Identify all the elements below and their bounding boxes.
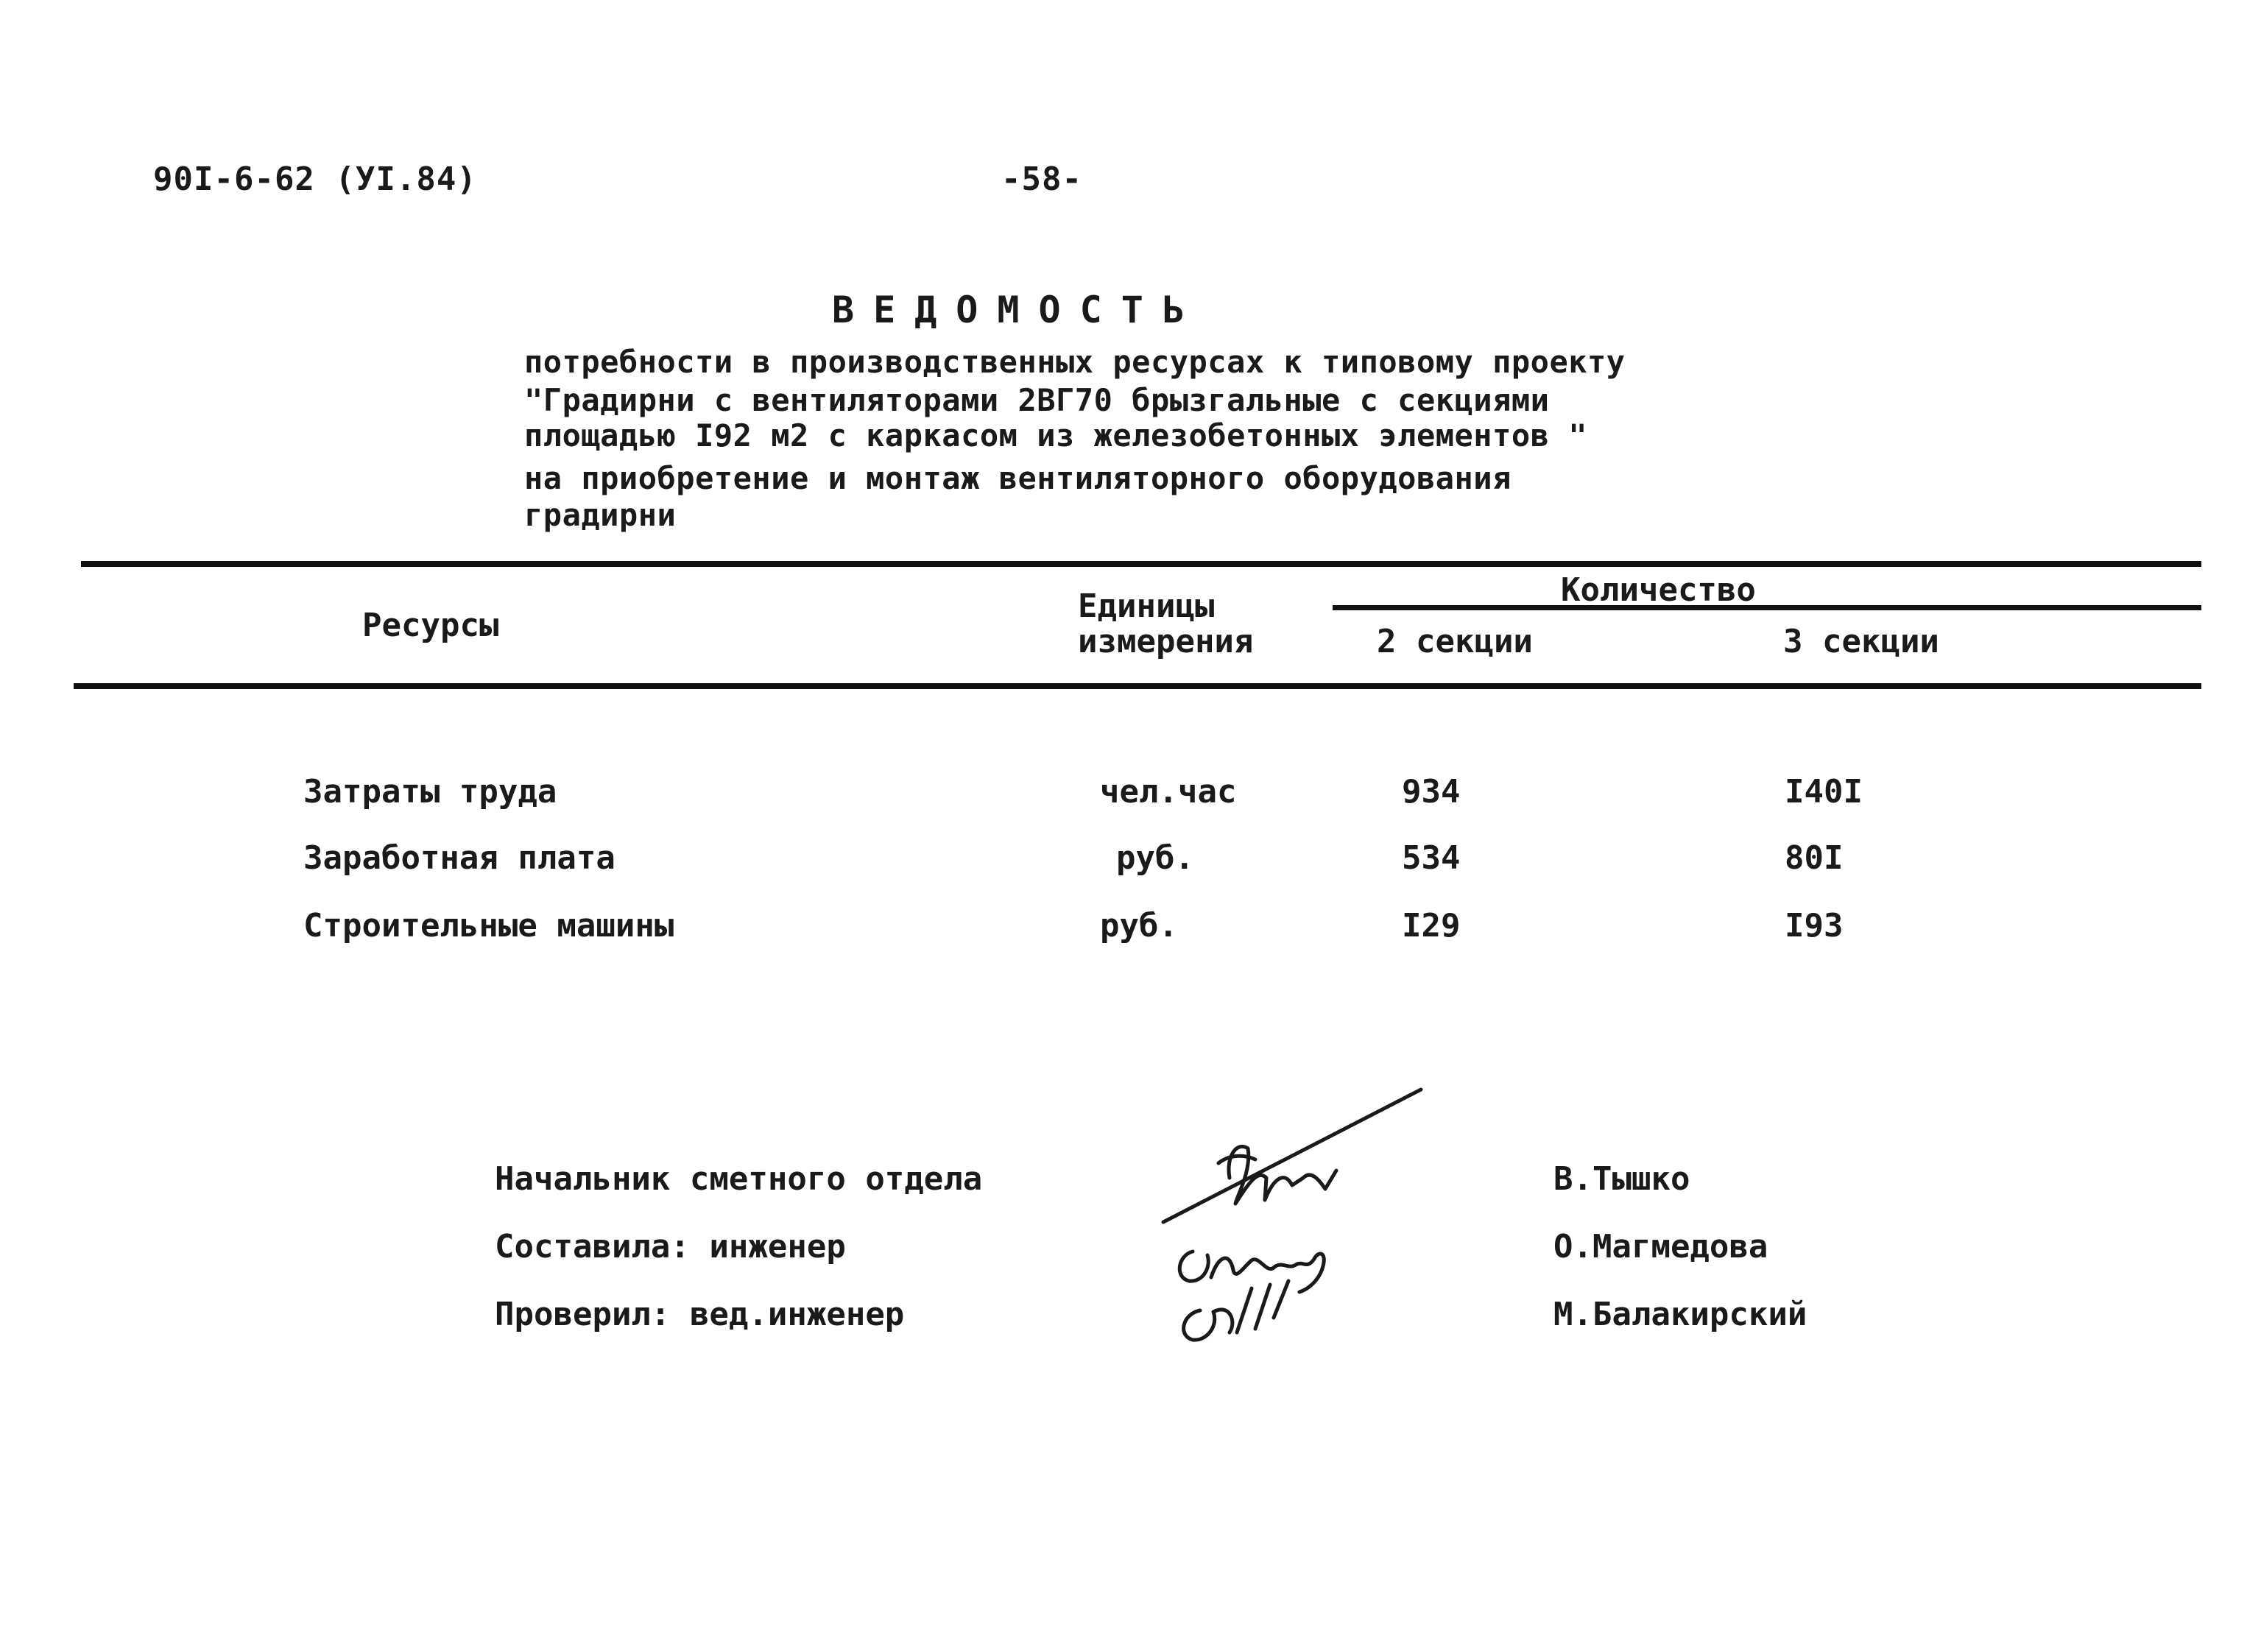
quantity-underline-rule	[1333, 605, 2201, 610]
signature-name-2: О.Магмедова	[1553, 1228, 1768, 1266]
column-header-2-sections: 2 секции	[1377, 623, 1533, 660]
row-3-resource: Строительные машины	[303, 907, 674, 945]
column-header-quantity: Количество	[1561, 571, 1756, 609]
row-3-qty-3: I93	[1785, 907, 1844, 945]
row-1-qty-3: I40I	[1785, 773, 1863, 811]
column-header-3-sections: 3 секции	[1783, 623, 1939, 660]
row-1-resource: Затраты труда	[303, 773, 557, 811]
signature-1-stroke	[1163, 1090, 1421, 1222]
row-2-qty-3: 80I	[1785, 839, 1844, 877]
row-2-qty-2: 534	[1402, 839, 1461, 877]
page-number: -58-	[1001, 160, 1082, 198]
row-2-resource: Заработная плата	[303, 839, 615, 877]
signature-role-3: Проверил: вед.инженер	[495, 1296, 905, 1333]
table-header-bottom-rule	[74, 683, 2201, 689]
row-3-qty-2: I29	[1402, 907, 1461, 945]
column-header-resources: Ресурсы	[362, 607, 499, 644]
signature-2-stroke	[1179, 1252, 1324, 1292]
row-1-unit: чел.час	[1100, 773, 1237, 811]
signature-name-1: В.Тышко	[1553, 1160, 1690, 1198]
document-code: 90I-6-62 (УI.84)	[153, 160, 477, 198]
column-header-units: Единицы измерения	[1078, 587, 1254, 660]
subtitle-line-1: потребности в производственных ресурсах к типовому проекту	[524, 344, 1626, 380]
subtitle-line-4: на приобретение и монтаж вентиляторного оборудования	[524, 460, 1512, 496]
signature-name-3: М.Балакирский	[1553, 1296, 1807, 1333]
table-top-rule	[81, 561, 2201, 567]
signature-role-1: Начальник сметного отдела	[495, 1160, 983, 1198]
subtitle-line-3: площадью I92 м2 с каркасом из железобетонных элементов "	[524, 417, 1588, 453]
row-3-unit: руб.	[1100, 907, 1178, 945]
handwritten-signatures	[1149, 1067, 1458, 1362]
document-title: ВЕДОМОСТЬ	[832, 289, 1204, 331]
row-2-unit: руб.	[1116, 839, 1194, 877]
subtitle-line-2: "Градирни с вентиляторами 2ВГ70 брызгальные с секциями	[524, 382, 1550, 418]
signature-role-2: Составила: инженер	[495, 1228, 846, 1266]
signature-3-stroke	[1184, 1281, 1288, 1340]
row-1-qty-2: 934	[1402, 773, 1461, 811]
subtitle-line-5: градирни	[524, 497, 677, 533]
